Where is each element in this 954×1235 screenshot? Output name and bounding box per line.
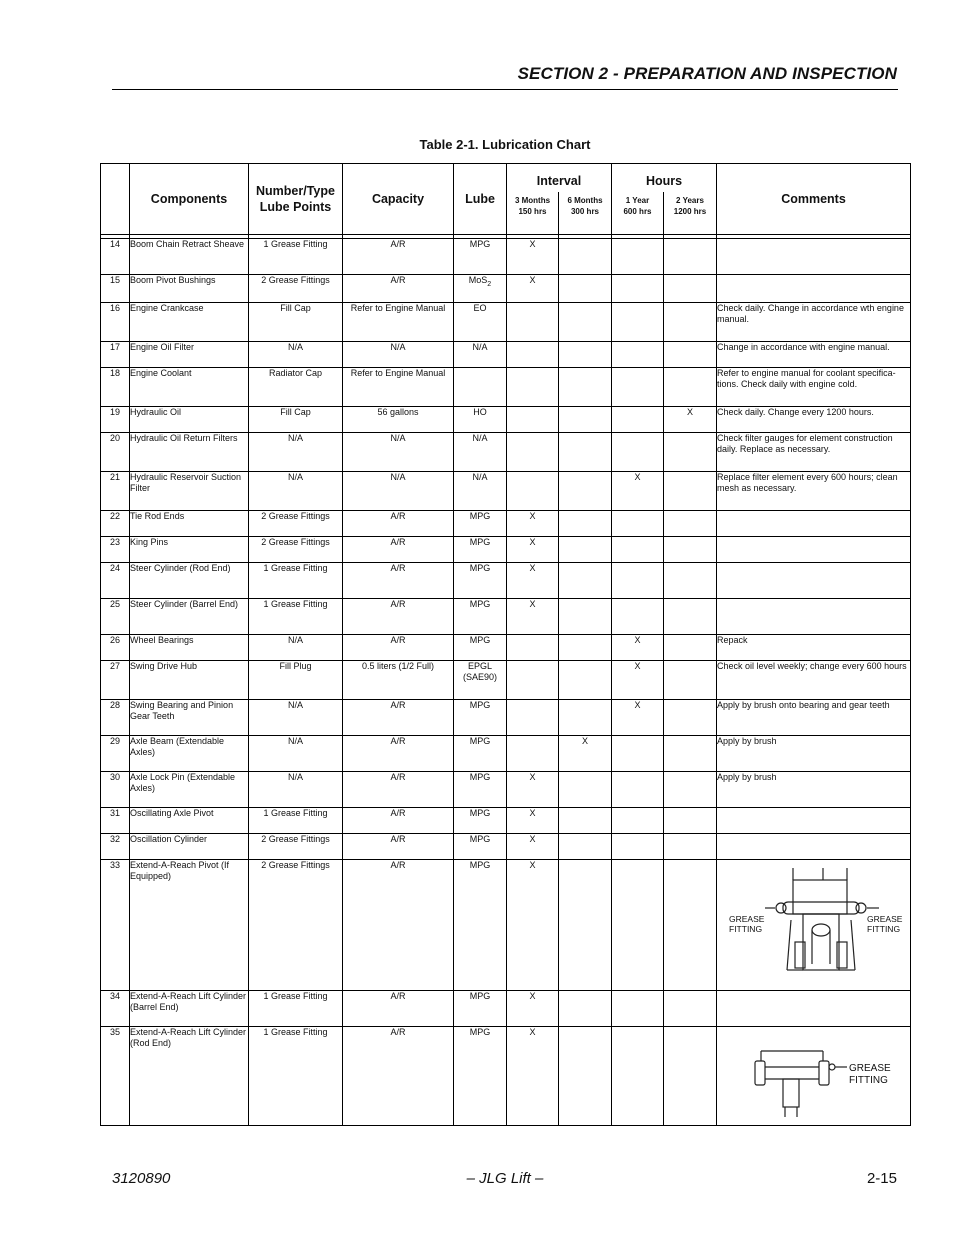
- comment: [717, 834, 911, 860]
- interval-1-year: [612, 808, 664, 834]
- table-row: [101, 303, 911, 342]
- lube-type: [454, 368, 507, 407]
- row-number: 25: [101, 599, 130, 635]
- interval-3-months: [507, 736, 559, 772]
- row-number: 30: [101, 772, 130, 808]
- component-name: King Pins: [130, 537, 249, 563]
- interval-1-year: [612, 991, 664, 1027]
- interval-6-months: [559, 1027, 612, 1126]
- table-row: [101, 239, 911, 275]
- interval-1-year: [612, 239, 664, 275]
- row-number: 34: [101, 991, 130, 1027]
- interval-6-months: [559, 599, 612, 635]
- header-hours: Hours: [612, 164, 717, 192]
- lube-type: MPG: [454, 239, 507, 275]
- lube-points: N/A: [249, 772, 343, 808]
- interval-6-months: [559, 808, 612, 834]
- capacity: A/R: [343, 635, 454, 661]
- interval-3-months: [507, 407, 559, 433]
- interval-1-year: X: [612, 635, 664, 661]
- interval-3-months: X: [507, 834, 559, 860]
- interval-6-months: [559, 407, 612, 433]
- table-row: [101, 511, 911, 537]
- comment: [717, 599, 911, 635]
- capacity: N/A: [343, 342, 454, 368]
- lube-points: 1 Grease Fitting: [249, 808, 343, 834]
- lube-type: MPG: [454, 772, 507, 808]
- header-lube-points: Number/Type Lube Points: [249, 164, 343, 235]
- interval-2-years: [664, 511, 717, 537]
- lube-type: MPG: [454, 991, 507, 1027]
- header-num: [101, 164, 130, 235]
- row-number: 29: [101, 736, 130, 772]
- component-name: Swing Bearing and Pinion Gear Teeth: [130, 700, 249, 736]
- capacity: 0.5 liters (1/2 Full): [343, 661, 454, 700]
- header-comments: Comments: [717, 164, 911, 235]
- lube-points: Fill Plug: [249, 661, 343, 700]
- interval-1-year: [612, 275, 664, 303]
- component-name: Engine Oil Filter: [130, 342, 249, 368]
- lube-type: HO: [454, 407, 507, 433]
- row-number: 32: [101, 834, 130, 860]
- component-name: Hydraulic Reservoir Suction Filter: [130, 472, 249, 511]
- header-lube: Lube: [454, 164, 507, 235]
- interval-1-year: [612, 1027, 664, 1126]
- interval-2-years: [664, 860, 717, 991]
- interval-2-years: [664, 472, 717, 511]
- lube-points: 2 Grease Fittings: [249, 860, 343, 991]
- interval-2-years: [664, 368, 717, 407]
- row-number: 33: [101, 860, 130, 991]
- capacity: A/R: [343, 860, 454, 991]
- interval-3-months: [507, 661, 559, 700]
- interval-1-year: [612, 772, 664, 808]
- interval-2-years: [664, 433, 717, 472]
- interval-2-years: [664, 303, 717, 342]
- interval-6-months: [559, 239, 612, 275]
- component-name: Oscillating Axle Pivot: [130, 808, 249, 834]
- interval-3-months: X: [507, 991, 559, 1027]
- component-name: Wheel Bearings: [130, 635, 249, 661]
- interval-1-year: [612, 342, 664, 368]
- capacity: A/R: [343, 834, 454, 860]
- interval-3-months: X: [507, 239, 559, 275]
- component-name: Engine Coolant: [130, 368, 249, 407]
- doc-number: 3120890: [112, 1170, 171, 1187]
- grease-fitting-label: GREASE FITTING: [849, 1063, 891, 1086]
- lube-type: N/A: [454, 433, 507, 472]
- component-name: Oscillation Cylinder: [130, 834, 249, 860]
- capacity: A/R: [343, 537, 454, 563]
- interval-3-months: X: [507, 1027, 559, 1126]
- comment: Refer to engine manual for coolant specifica-tions. Check daily with engine cold.: [717, 368, 911, 407]
- figure-pivot-cell: [717, 860, 911, 991]
- row-number: 18: [101, 368, 130, 407]
- interval-6-months: [559, 563, 612, 599]
- row-number: 15: [101, 275, 130, 303]
- capacity: A/R: [343, 239, 454, 275]
- comment: [717, 511, 911, 537]
- lube-points: 2 Grease Fittings: [249, 537, 343, 563]
- interval-2-years: [664, 599, 717, 635]
- interval-6-months: [559, 472, 612, 511]
- row-number: 17: [101, 342, 130, 368]
- interval-6-months: [559, 368, 612, 407]
- table-row: [101, 537, 911, 563]
- interval-6-months: [559, 772, 612, 808]
- interval-2-years: [664, 1027, 717, 1126]
- component-name: Tie Rod Ends: [130, 511, 249, 537]
- lube-type: MPG: [454, 635, 507, 661]
- capacity: A/R: [343, 700, 454, 736]
- interval-1-year: X: [612, 700, 664, 736]
- comment: Repack: [717, 635, 911, 661]
- interval-6-months: [559, 860, 612, 991]
- comment: [717, 537, 911, 563]
- table-row: [101, 834, 911, 860]
- lube-points: Fill Cap: [249, 407, 343, 433]
- interval-2-years: [664, 736, 717, 772]
- table-row: [101, 407, 911, 433]
- lube-points: 2 Grease Fittings: [249, 275, 343, 303]
- lube-type: N/A: [454, 472, 507, 511]
- interval-6-months: [559, 834, 612, 860]
- interval-6-months: [559, 661, 612, 700]
- interval-2-years: [664, 834, 717, 860]
- row-number: 23: [101, 537, 130, 563]
- component-name: Extend-A-Reach Lift Cylinder (Rod End): [130, 1027, 249, 1126]
- comment: Change in accordance with engine manual.: [717, 342, 911, 368]
- interval-3-months: [507, 433, 559, 472]
- interval-2-years: [664, 808, 717, 834]
- table-row: [101, 342, 911, 368]
- interval-3-months: X: [507, 275, 559, 303]
- lube-type: MPG: [454, 511, 507, 537]
- component-name: Axle Beam (Extendable Axles): [130, 736, 249, 772]
- lube-type: MPG: [454, 599, 507, 635]
- interval-6-months: [559, 537, 612, 563]
- capacity: Refer to Engine Manual: [343, 303, 454, 342]
- capacity: A/R: [343, 275, 454, 303]
- lube-type: MPG: [454, 860, 507, 991]
- interval-3-months: X: [507, 599, 559, 635]
- interval-3-months: [507, 303, 559, 342]
- capacity: 56 gallons: [343, 407, 454, 433]
- lube-points: Fill Cap: [249, 303, 343, 342]
- table-row: [101, 808, 911, 834]
- component-name: Boom Pivot Bushings: [130, 275, 249, 303]
- interval-1-year: [612, 303, 664, 342]
- interval-2-years: [664, 342, 717, 368]
- lube-type: N/A: [454, 342, 507, 368]
- interval-2-years: [664, 275, 717, 303]
- comment: [717, 808, 911, 834]
- interval-1-year: [612, 433, 664, 472]
- interval-3-months: X: [507, 772, 559, 808]
- component-name: Engine Crankcase: [130, 303, 249, 342]
- row-number: 21: [101, 472, 130, 511]
- lube-type: MPG: [454, 736, 507, 772]
- component-name: Hydraulic Oil Return Filters: [130, 433, 249, 472]
- comment: [717, 275, 911, 303]
- interval-2-years: [664, 661, 717, 700]
- interval-3-months: [507, 635, 559, 661]
- table-row: [101, 472, 911, 511]
- comment: Check daily. Change every 1200 hours.: [717, 407, 911, 433]
- table-title: Table 2-1. Lubrication Chart: [419, 137, 591, 152]
- interval-3-months: X: [507, 860, 559, 991]
- lube-points: 1 Grease Fitting: [249, 991, 343, 1027]
- table-row: [101, 700, 911, 736]
- interval-2-years: [664, 700, 717, 736]
- lube-points: N/A: [249, 635, 343, 661]
- interval-3-months: [507, 700, 559, 736]
- interval-3-months: X: [507, 537, 559, 563]
- row-number: 19: [101, 407, 130, 433]
- subscript: 2: [487, 280, 492, 288]
- row-number: 27: [101, 661, 130, 700]
- header-1-year: 1 Year 600 hrs: [612, 192, 664, 235]
- interval-3-months: [507, 368, 559, 407]
- table-row: [101, 991, 911, 1027]
- pivot-figure: [717, 860, 910, 990]
- interval-2-years: [664, 239, 717, 275]
- row-number: 35: [101, 1027, 130, 1126]
- lube-points: N/A: [249, 433, 343, 472]
- interval-1-year: [612, 511, 664, 537]
- row-number: 28: [101, 700, 130, 736]
- lube-type: MPG: [454, 808, 507, 834]
- lube-points: N/A: [249, 736, 343, 772]
- comment: Check filter gauges for element construction daily. Replace as necessary.: [717, 433, 911, 472]
- table-row: [101, 599, 911, 635]
- interval-1-year: [612, 736, 664, 772]
- row-number: 14: [101, 239, 130, 275]
- lube-type: MPG: [454, 1027, 507, 1126]
- interval-1-year: [612, 563, 664, 599]
- capacity: A/R: [343, 563, 454, 599]
- table-row: [101, 736, 911, 772]
- interval-2-years: [664, 563, 717, 599]
- table-row: [101, 563, 911, 599]
- interval-3-months: [507, 472, 559, 511]
- capacity: N/A: [343, 433, 454, 472]
- interval-3-months: [507, 342, 559, 368]
- lube-points: 1 Grease Fitting: [249, 239, 343, 275]
- interval-6-months: [559, 433, 612, 472]
- grease-fitting-label-right: GREASE FITTING: [867, 914, 903, 934]
- component-name: Boom Chain Retract Sheave: [130, 239, 249, 275]
- lube-type: MPG: [454, 537, 507, 563]
- capacity: Refer to Engine Manual: [343, 368, 454, 407]
- interval-2-years: [664, 991, 717, 1027]
- interval-6-months: [559, 991, 612, 1027]
- interval-1-year: [612, 834, 664, 860]
- interval-3-months: X: [507, 808, 559, 834]
- comment: Check oil level weekly; change every 600 hours: [717, 661, 911, 700]
- header-capacity: Capacity: [343, 164, 454, 235]
- comment: [717, 563, 911, 599]
- row-number: 22: [101, 511, 130, 537]
- interval-2-years: [664, 635, 717, 661]
- interval-1-year: [612, 537, 664, 563]
- row-number: 20: [101, 433, 130, 472]
- footer-brand: – JLG Lift –: [466, 1170, 544, 1187]
- lube-type: MPG: [454, 563, 507, 599]
- interval-1-year: X: [612, 661, 664, 700]
- comment: [717, 239, 911, 275]
- interval-1-year: [612, 407, 664, 433]
- row-number: 31: [101, 808, 130, 834]
- table-row: [101, 368, 911, 407]
- capacity: A/R: [343, 991, 454, 1027]
- row-number: 24: [101, 563, 130, 599]
- header-interval: Interval: [507, 164, 612, 192]
- interval-3-months: X: [507, 563, 559, 599]
- interval-1-year: [612, 368, 664, 407]
- capacity: A/R: [343, 808, 454, 834]
- figure-cylinder-cell: [717, 1027, 911, 1126]
- lube-points: 2 Grease Fittings: [249, 834, 343, 860]
- interval-2-years: [664, 537, 717, 563]
- component-name: Axle Lock Pin (Extendable Axles): [130, 772, 249, 808]
- interval-6-months: [559, 511, 612, 537]
- lube-type: MPG: [454, 700, 507, 736]
- grease-fitting-label-left: GREASE FITTING: [729, 914, 765, 934]
- lube-points: 1 Grease Fitting: [249, 599, 343, 635]
- lube-type: EO: [454, 303, 507, 342]
- interval-6-months: [559, 342, 612, 368]
- capacity: A/R: [343, 599, 454, 635]
- capacity: A/R: [343, 1027, 454, 1126]
- table-row: [101, 635, 911, 661]
- interval-1-year: [612, 599, 664, 635]
- cylinder-figure: [717, 1027, 910, 1125]
- lube-points: 1 Grease Fitting: [249, 563, 343, 599]
- comment: [717, 991, 911, 1027]
- table-row: [101, 1027, 911, 1126]
- table-body: [101, 235, 911, 1126]
- capacity: A/R: [343, 772, 454, 808]
- component-name: Steer Cylinder (Rod End): [130, 563, 249, 599]
- capacity: N/A: [343, 472, 454, 511]
- interval-2-years: X: [664, 407, 717, 433]
- interval-1-year: [612, 860, 664, 991]
- lubrication-chart-table: [100, 163, 911, 1126]
- lube-points: Radiator Cap: [249, 368, 343, 407]
- header-2-years: 2 Years 1200 hrs: [664, 192, 717, 235]
- component-name: Steer Cylinder (Barrel End): [130, 599, 249, 635]
- interval-6-months: [559, 635, 612, 661]
- comment: Check daily. Change in accordance wth engine manual.: [717, 303, 911, 342]
- section-title: SECTION 2 - PREPARATION AND INSPECTION: [517, 64, 897, 83]
- capacity: A/R: [343, 511, 454, 537]
- lube-points: 2 Grease Fittings: [249, 511, 343, 537]
- interval-6-months: [559, 303, 612, 342]
- lube-points: N/A: [249, 342, 343, 368]
- lube-type: MPG: [454, 834, 507, 860]
- comment: Apply by brush: [717, 736, 911, 772]
- table-row: [101, 661, 911, 700]
- component-name: Extend-A-Reach Pivot (If Equipped): [130, 860, 249, 991]
- component-name: Hydraulic Oil: [130, 407, 249, 433]
- interval-1-year: X: [612, 472, 664, 511]
- page-number: 2-15: [866, 1170, 897, 1187]
- lube-type: MoS$_2$: [454, 275, 507, 303]
- component-name: Swing Drive Hub: [130, 661, 249, 700]
- interval-6-months: [559, 275, 612, 303]
- lube-points: N/A: [249, 472, 343, 511]
- header-3-months: 3 Months 150 hrs: [507, 192, 559, 235]
- lube-points: 1 Grease Fitting: [249, 1027, 343, 1126]
- lube-type: EPGL (SAE90): [454, 661, 507, 700]
- interval-2-years: [664, 772, 717, 808]
- comment: Replace filter element every 600 hours; clean mesh as necessary.: [717, 472, 911, 511]
- lube-points: N/A: [249, 700, 343, 736]
- row-number: 26: [101, 635, 130, 661]
- comment: Apply by brush onto bearing and gear teeth: [717, 700, 911, 736]
- table-row: [101, 275, 911, 303]
- table-row: [101, 433, 911, 472]
- table-row: [101, 860, 911, 991]
- comment: Apply by brush: [717, 772, 911, 808]
- header-components: Components: [130, 164, 249, 235]
- component-name: Extend-A-Reach Lift Cylinder (Barrel End): [130, 991, 249, 1027]
- header-rule: [112, 89, 898, 90]
- row-number: 16: [101, 303, 130, 342]
- capacity: A/R: [343, 736, 454, 772]
- interval-6-months: X: [559, 736, 612, 772]
- header-6-months: 6 Months 300 hrs: [559, 192, 612, 235]
- interval-3-months: X: [507, 511, 559, 537]
- interval-6-months: [559, 700, 612, 736]
- table-row: [101, 772, 911, 808]
